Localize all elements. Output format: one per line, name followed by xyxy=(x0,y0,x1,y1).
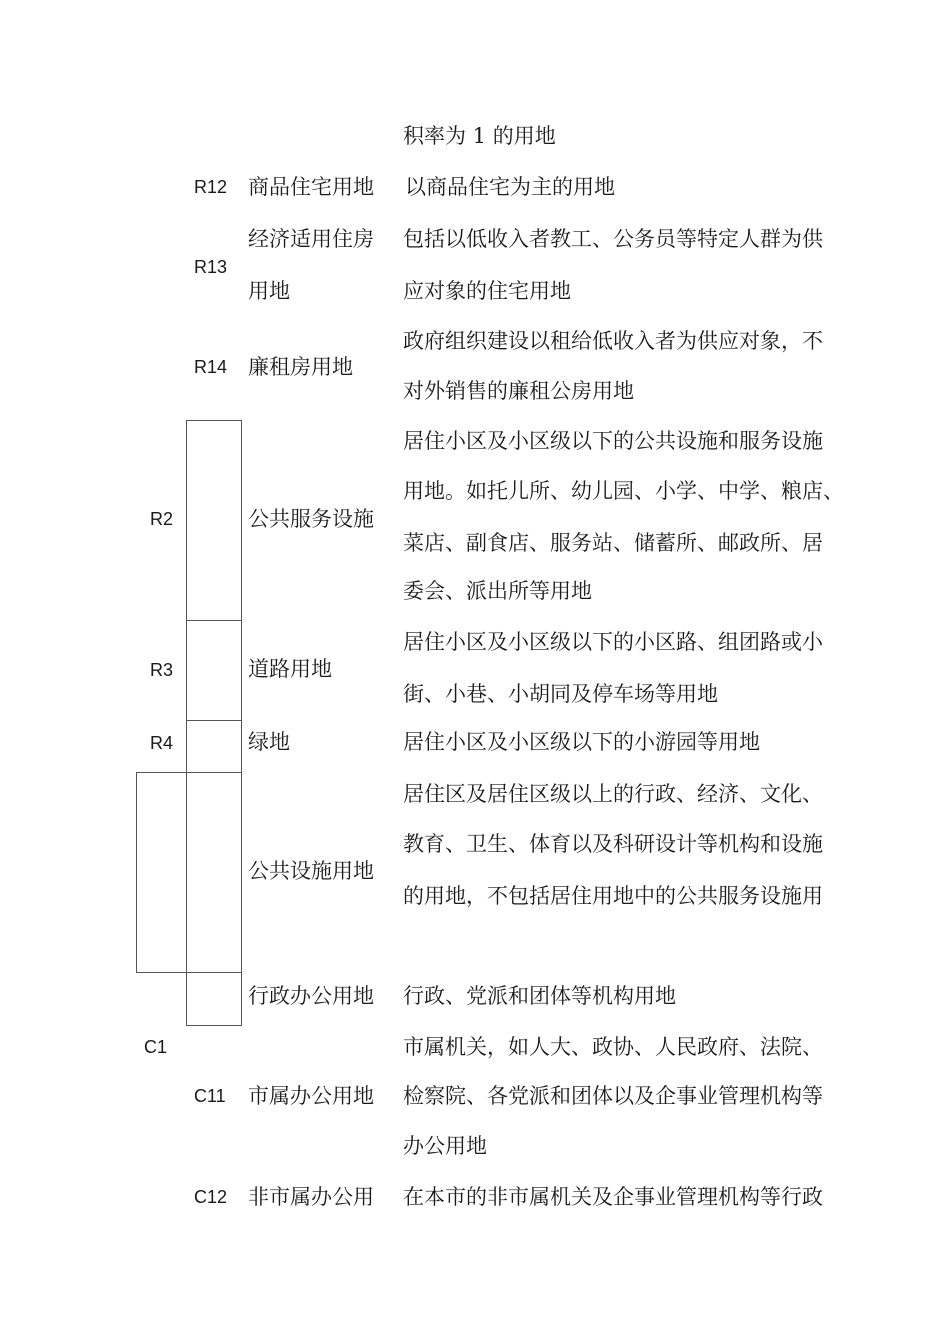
cell-border-r4 xyxy=(186,720,242,773)
cell-border-r3 xyxy=(186,620,242,721)
name-r12: 商品住宅用地 xyxy=(248,175,374,199)
code-c11: C11 xyxy=(194,1086,226,1106)
name-r4: 绿地 xyxy=(248,730,290,754)
desc-line: 街、小巷、小胡同及停车场等用地 xyxy=(403,682,718,706)
name-c11: 市属办公用地 xyxy=(248,1084,374,1108)
name-c: 公共设施用地 xyxy=(248,859,374,883)
desc-line: 委会、派出所等用地 xyxy=(403,579,592,603)
desc-line: 包括以低收入者教工、公务员等特定人群为供 xyxy=(403,227,823,251)
desc-line: 居住小区及小区级以下的公共设施和服务设施 xyxy=(403,429,823,453)
desc-line: 居住区及居住区级以上的行政、经济、文化、 xyxy=(403,782,823,806)
name-c12: 非市属办公用 xyxy=(248,1185,374,1209)
name-r2: 公共服务设施 xyxy=(248,507,374,531)
desc-line: 在本市的非市属机关及企事业管理机构等行政 xyxy=(403,1185,823,1209)
cell-border-c-outer xyxy=(136,772,187,973)
name-r3: 道路用地 xyxy=(248,657,332,681)
desc-line: 办公用地 xyxy=(403,1134,487,1158)
name-c1: 行政办公用地 xyxy=(248,984,374,1008)
desc-line: 用地。如托儿所、幼儿园、小学、中学、粮店、 xyxy=(403,479,844,503)
desc-line: 居住小区及小区级以下的小区路、组团路或小 xyxy=(403,630,823,654)
code-r2: R2 xyxy=(150,509,174,529)
desc-line: 以商品住宅为主的用地 xyxy=(405,175,615,199)
name-r14: 廉租房用地 xyxy=(248,355,353,379)
desc-line: 教育、卫生、体育以及科研设计等机构和设施 xyxy=(403,832,823,856)
code-c1: C1 xyxy=(144,1037,168,1057)
code-r14: R14 xyxy=(194,357,228,377)
desc-line: 积率为 1 的用地 xyxy=(403,124,556,148)
name-r13-line1: 经济适用住房 xyxy=(248,227,374,251)
desc-line: 菜店、副食店、服务站、储蓄所、邮政所、居 xyxy=(403,531,823,555)
desc-line: 应对象的住宅用地 xyxy=(403,279,571,303)
cell-border-r2 xyxy=(186,420,242,621)
desc-line: 居住小区及小区级以下的小游园等用地 xyxy=(403,730,760,754)
code-r12: R12 xyxy=(194,177,228,197)
desc-line: 对外销售的廉租公房用地 xyxy=(403,379,634,403)
desc-line: 政府组织建设以租给低收入者为供应对象，不 xyxy=(403,329,823,353)
desc-line: 行政、党派和团体等机构用地 xyxy=(403,984,676,1008)
desc-line: 的用地，不包括居住用地中的公共服务设施用 xyxy=(403,884,823,908)
code-r3: R3 xyxy=(150,660,174,680)
code-c12: C12 xyxy=(194,1187,228,1207)
name-r13-line2: 用地 xyxy=(248,279,290,303)
desc-line: 市属机关，如人大、政协、人民政府、法院、 xyxy=(403,1035,823,1059)
cell-border-c-inner xyxy=(186,772,242,973)
code-r13: R13 xyxy=(194,257,228,277)
cell-border-c1 xyxy=(186,972,242,1026)
code-r4: R4 xyxy=(150,733,174,753)
desc-line: 检察院、各党派和团体以及企事业管理机构等 xyxy=(403,1084,823,1108)
